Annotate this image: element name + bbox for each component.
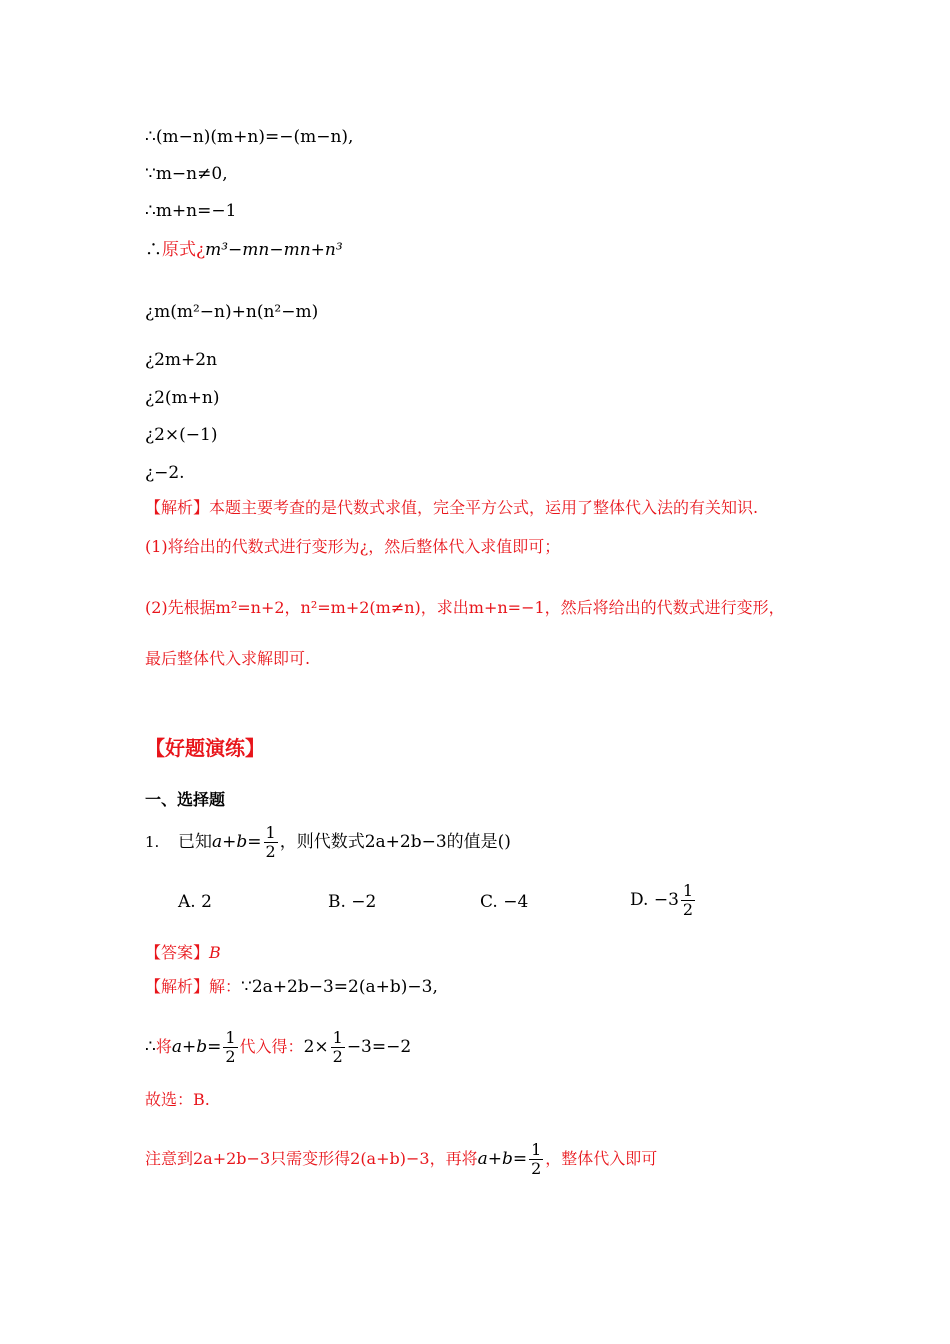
fraction-numerator: 1 xyxy=(225,1028,236,1047)
note-tail: ，整体代入即可 xyxy=(545,1149,658,1168)
analysis-part-2: (2)先根据m²=n+2，n²=m+2(m≠n)，求出m+n=−1，然后将给出的代数式进行变形， xyxy=(145,598,785,617)
fraction xyxy=(331,1029,345,1066)
analysis-2-line xyxy=(145,975,438,999)
question-tail: ，则代数式2a+2b−3的值是() xyxy=(279,832,511,852)
answer-line xyxy=(145,941,221,965)
substitution-result: −3=−2 xyxy=(346,1037,412,1057)
answer-value: B xyxy=(209,943,221,962)
substitution-expression: a+b= xyxy=(171,1037,222,1057)
question-expression: a+b= xyxy=(212,832,262,852)
solution-line-7: ¿2(m+n) xyxy=(145,388,220,408)
solution-line-5: ¿m(m²−n)+n(n²−m) xyxy=(145,302,319,322)
option-c: C. −4 xyxy=(480,892,529,912)
solution-line-2: ∵m−n≠0, xyxy=(145,164,228,184)
section-title: 一、选择题 xyxy=(145,790,226,809)
option-b: B. −2 xyxy=(328,892,377,912)
note-expression: a+b= xyxy=(477,1149,528,1169)
analysis-tag: 【解析】 xyxy=(145,498,210,517)
option-a: A. 2 xyxy=(178,892,212,912)
fraction-denominator: 2 xyxy=(531,1159,542,1178)
analysis-paragraph xyxy=(145,496,758,520)
solution-line-4 xyxy=(145,238,343,262)
answer-tag: 【答案】 xyxy=(145,943,210,962)
fraction xyxy=(264,824,278,861)
fraction-numerator: 1 xyxy=(332,1028,343,1047)
choose-line: 故选：B. xyxy=(145,1090,210,1109)
therefore-symbol: ∴ xyxy=(145,240,162,260)
fraction-denominator: 2 xyxy=(265,842,276,861)
fraction xyxy=(223,1029,237,1066)
question-1 xyxy=(145,823,511,861)
note-line xyxy=(145,1140,657,1178)
substitution-line xyxy=(145,1028,411,1066)
analysis-2-tag: 【解析】 xyxy=(145,977,210,996)
fraction-denominator: 2 xyxy=(682,900,694,919)
analysis-2-lead: 解： xyxy=(209,977,242,996)
expression: m³−mn−mn+n³ xyxy=(205,240,343,260)
analysis-part-2-continued: 最后整体代入求解即可. xyxy=(145,649,311,668)
fraction-numerator: 1 xyxy=(531,1140,542,1159)
practice-heading: 【好题演练】 xyxy=(145,736,265,760)
question-lead: 已知 xyxy=(178,832,212,852)
fraction xyxy=(529,1141,543,1178)
fraction-numerator: 1 xyxy=(265,823,276,842)
fraction-numerator: 1 xyxy=(682,881,694,900)
solution-line-6: ¿2m+2n xyxy=(145,350,218,370)
fraction-denominator: 2 xyxy=(225,1047,236,1066)
option-d-prefix: D. −3 xyxy=(630,890,679,910)
solution-line-1: ∴(m−n)(m+n)=−(m−n), xyxy=(145,127,354,147)
solution-line-8: ¿2×(−1) xyxy=(145,425,218,445)
substitute-result-label: 代入得： xyxy=(239,1037,304,1056)
option-d-fraction xyxy=(681,882,695,919)
solution-line-9: ¿−2. xyxy=(145,463,185,483)
therefore-symbol: ∴ xyxy=(145,1037,156,1057)
question-number: 1. xyxy=(145,833,160,851)
analysis-part-1: (1)将给出的代数式进行变形为¿，然后整体代入求值即可； xyxy=(145,537,561,556)
note-lead: 注意到2a+2b−3只需变形得2(a+b)−3，再将 xyxy=(145,1149,478,1168)
option-d xyxy=(630,882,697,919)
analysis-text: 本题主要考查的是代数式求值，完全平方公式，运用了整体代入法的有关知识. xyxy=(209,498,759,517)
substitution-calc: 2× xyxy=(303,1037,329,1057)
analysis-2-expression: ∵2a+2b−3=2(a+b)−3, xyxy=(241,977,438,997)
fraction-denominator: 2 xyxy=(332,1047,343,1066)
solution-line-3: ∴m+n=−1 xyxy=(145,201,237,221)
substitute-word: 将 xyxy=(155,1037,172,1056)
original-expression-label: 原式¿ xyxy=(162,240,206,260)
